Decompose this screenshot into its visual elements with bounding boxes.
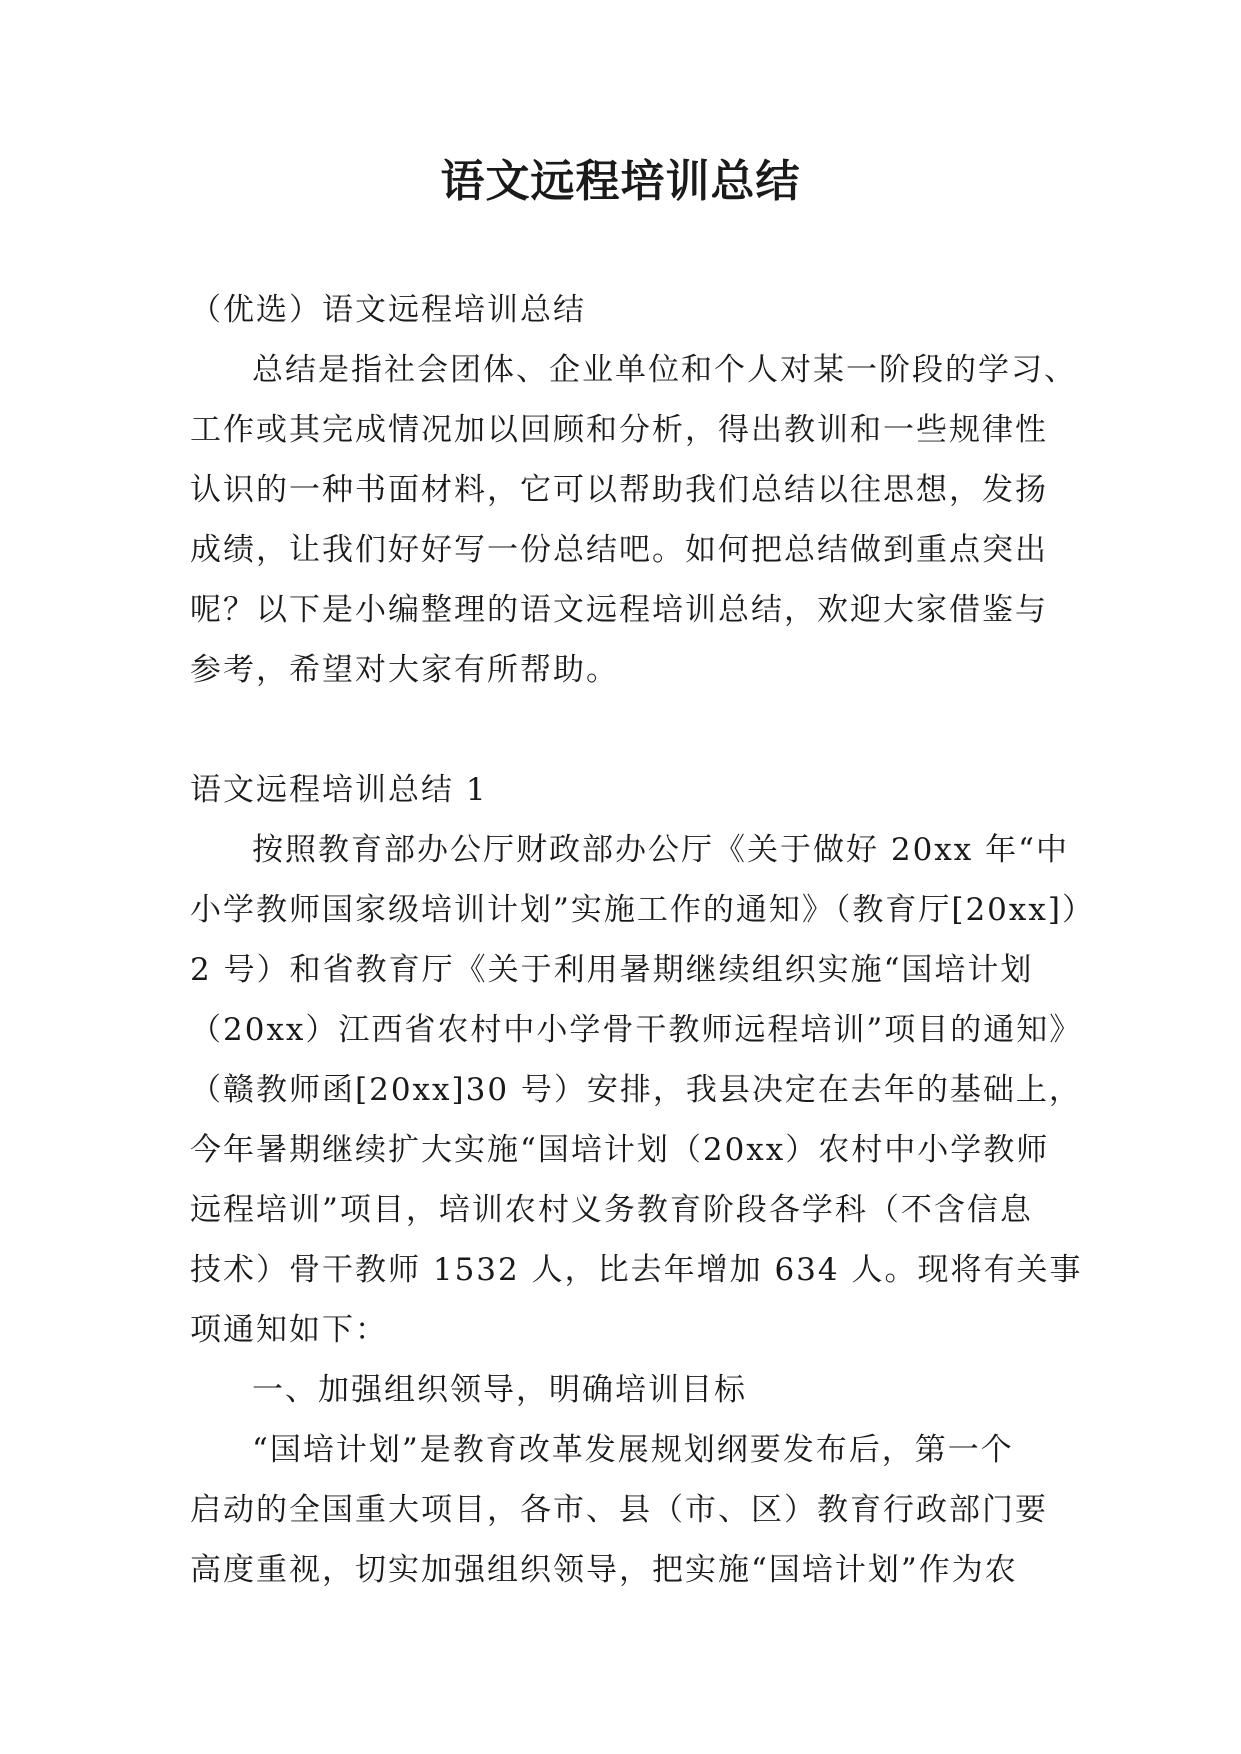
paragraph-line: 认识的一种书面材料，它可以帮助我们总结以往思想，发扬 bbox=[190, 472, 1048, 508]
paragraph-line: 总结是指社会团体、企业单位和个人对某一阶段的学习、 bbox=[252, 352, 1077, 388]
document-title: 语文远程培训总结 bbox=[440, 156, 801, 207]
paragraph-line: 启动的全国重大项目，各市、县（市、区）教育行政部门要 bbox=[190, 1492, 1048, 1528]
paragraph-line: 远程培训”项目，培训农村义务教育阶段各学科（不含信息 bbox=[190, 1192, 1033, 1228]
paragraph-line: 项通知如下： bbox=[190, 1312, 388, 1348]
paragraph-line: 技术）骨干教师 1532 人，比去年增加 634 人。现将有关事 bbox=[190, 1252, 1083, 1288]
paragraph-line: 按照教育部办公厅财政部办公厅《关于做好 20xx 年“中 bbox=[252, 832, 1069, 868]
subsection-heading: 一、加强组织领导，明确培训目标 bbox=[252, 1372, 747, 1408]
paragraph-line: 成绩，让我们好好写一份总结吧。如何把总结做到重点突出 bbox=[190, 532, 1048, 568]
paragraph-line: （赣教师函[20xx]30 号）安排，我县决定在去年的基础上， bbox=[190, 1072, 1082, 1108]
paragraph-line: 今年暑期继续扩大实施“国培计划（20xx）农村中小学教师 bbox=[190, 1132, 1050, 1168]
subtitle-line: （优选）语文远程培训总结 bbox=[190, 292, 586, 328]
section-heading: 语文远程培训总结 1 bbox=[190, 772, 488, 808]
paragraph-line: 工作或其完成情况加以回顾和分析，得出教训和一些规律性 bbox=[190, 412, 1048, 448]
paragraph-line: 参考，希望对大家有所帮助。 bbox=[190, 652, 619, 688]
paragraph-line: （20xx）江西省农村中小学骨干教师远程培训”项目的通知》 bbox=[190, 1012, 1083, 1048]
paragraph-line: 高度重视，切实加强组织领导，把实施“国培计划”作为农 bbox=[190, 1552, 1018, 1588]
paragraph-line: 呢？以下是小编整理的语文远程培训总结，欢迎大家借鉴与 bbox=[190, 592, 1048, 628]
paragraph-line: 2 号）和省教育厅《关于利用暑期继续组织实施“国培计划 bbox=[190, 952, 1034, 988]
paragraph-line: 小学教师国家级培训计划”实施工作的通知》（教育厅[20xx]） bbox=[190, 892, 1095, 928]
paragraph-line: “国培计划”是教育改革发展规划纲要发布后，第一个 bbox=[252, 1432, 1014, 1468]
